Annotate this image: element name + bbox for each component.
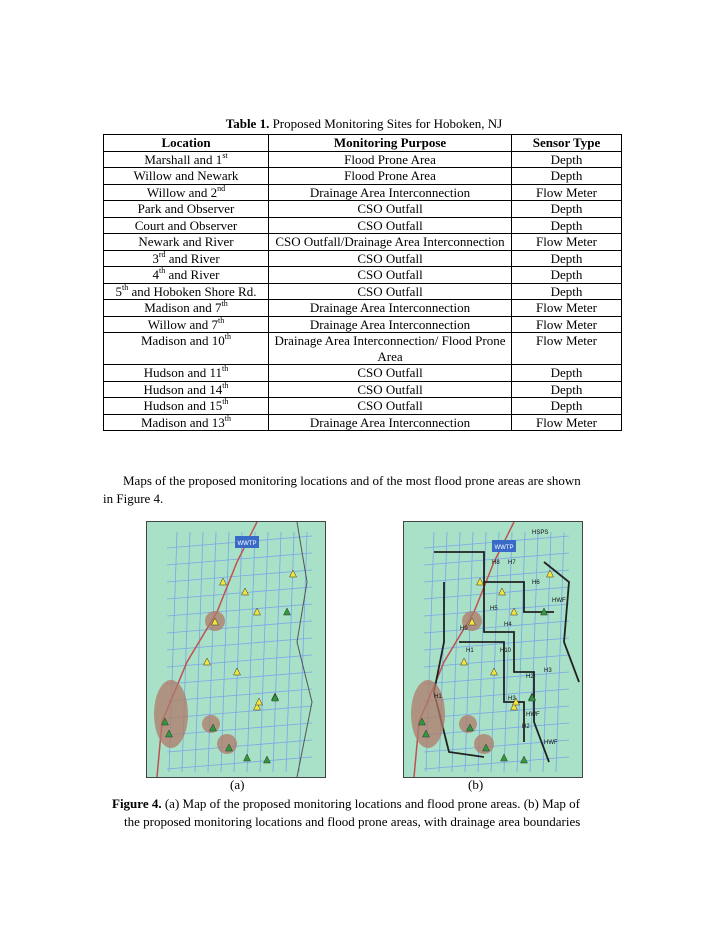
location-name: Hudson and 15 bbox=[143, 398, 223, 413]
drainage-label: H4 bbox=[504, 622, 512, 628]
cell-purpose: CSO Outfall bbox=[269, 365, 512, 382]
location-name: Marshall and 1 bbox=[144, 151, 223, 167]
cell-purpose: CSO Outfall bbox=[269, 217, 512, 234]
cell-sensor: Depth bbox=[512, 398, 622, 415]
location-name: Willow and 7 bbox=[147, 316, 218, 332]
cell-purpose: CSO Outfall bbox=[269, 283, 512, 300]
cell-sensor: Flow Meter bbox=[512, 234, 622, 251]
cell-purpose: Drainage Area Interconnection/ Flood Prone Area bbox=[269, 333, 512, 365]
table-row bbox=[104, 316, 622, 333]
cell-sensor: Flow Meter bbox=[512, 184, 622, 201]
location-ordinal-suffix: th bbox=[159, 266, 166, 275]
location-ordinal-suffix: th bbox=[224, 332, 231, 341]
location-ordinal-suffix: th bbox=[222, 364, 229, 373]
location-name: Willow and Newark bbox=[133, 168, 239, 183]
subfigure-label-a: (a) bbox=[230, 777, 245, 792]
body-paragraph bbox=[103, 472, 633, 508]
location-name: Willow and 2 bbox=[146, 184, 218, 200]
drainage-label: H8 bbox=[492, 560, 500, 566]
table-row bbox=[104, 283, 622, 300]
cell-location bbox=[104, 201, 269, 218]
map-a-wwtp-badge: WWTP bbox=[237, 541, 257, 547]
cell-location bbox=[104, 168, 269, 185]
table-row bbox=[104, 414, 622, 431]
cell-location bbox=[104, 381, 269, 398]
cell-location bbox=[104, 184, 269, 201]
table-row bbox=[104, 217, 622, 234]
monitoring-sites-table bbox=[103, 134, 622, 431]
location-name: Madison and 13 bbox=[140, 414, 225, 430]
location-ordinal: 4 bbox=[152, 267, 160, 282]
table-row bbox=[104, 234, 622, 251]
cell-sensor: Depth bbox=[512, 250, 622, 267]
cell-location bbox=[104, 398, 269, 415]
cell-sensor: Flow Meter bbox=[512, 300, 622, 317]
location-street: and River bbox=[165, 250, 220, 266]
cell-purpose: CSO Outfall bbox=[269, 267, 512, 284]
drainage-label: H3 bbox=[508, 696, 516, 702]
cell-location bbox=[104, 316, 269, 333]
cell-sensor: Depth bbox=[512, 217, 622, 234]
table-header-row bbox=[104, 135, 622, 152]
location-name: Park and Observer bbox=[137, 201, 235, 216]
cell-location bbox=[104, 300, 269, 317]
cell-location bbox=[104, 151, 269, 168]
figure-caption-line-2: the proposed monitoring locations and flood prone areas, with drainage area boundaries bbox=[124, 814, 581, 829]
cell-location bbox=[104, 283, 269, 300]
cell-location bbox=[104, 217, 269, 234]
figure-caption bbox=[112, 795, 652, 831]
cell-sensor: Flow Meter bbox=[512, 333, 622, 365]
location-ordinal-suffix: th bbox=[222, 397, 229, 406]
figure-caption-label: Figure 4. bbox=[112, 796, 162, 811]
location-name: Court and Observer bbox=[134, 217, 238, 233]
cell-location bbox=[104, 250, 269, 267]
drainage-label: H10 bbox=[500, 648, 512, 654]
drainage-label: HWF bbox=[526, 712, 540, 718]
location-ordinal-suffix: th bbox=[218, 315, 225, 325]
table-caption-label: Table 1. bbox=[225, 116, 270, 131]
cell-location bbox=[104, 414, 269, 431]
cell-sensor: Depth bbox=[512, 201, 622, 218]
cell-location bbox=[104, 365, 269, 382]
location-ordinal-suffix: th bbox=[222, 380, 229, 390]
cell-sensor: Depth bbox=[512, 168, 622, 185]
location-street: and Hoboken Shore Rd. bbox=[128, 283, 257, 299]
drainage-label: H1 bbox=[434, 694, 442, 700]
cell-purpose: Flood Prone Area bbox=[269, 168, 512, 185]
cell-purpose: Drainage Area Interconnection bbox=[269, 300, 512, 317]
location-ordinal-suffix: th bbox=[224, 413, 231, 423]
cell-sensor: Flow Meter bbox=[512, 414, 622, 431]
map-a-graphic bbox=[147, 522, 325, 777]
cell-purpose: CSO Outfall bbox=[269, 201, 512, 218]
header-sensor: Sensor Type bbox=[512, 135, 622, 152]
map-b-wwtp-badge: WWTP bbox=[494, 545, 514, 551]
drainage-label: H6 bbox=[532, 580, 540, 586]
location-ordinal-suffix: st bbox=[222, 150, 228, 160]
cell-purpose: CSO Outfall bbox=[269, 250, 512, 267]
drainage-label: H9 bbox=[460, 626, 468, 632]
paragraph-line-1: Maps of the proposed monitoring locations and of the most flood prone areas are shown bbox=[123, 473, 581, 488]
cell-purpose: Drainage Area Interconnection bbox=[269, 316, 512, 333]
header-location: Location bbox=[104, 135, 269, 152]
location-name: Hudson and 14 bbox=[143, 381, 223, 397]
header-purpose: Monitoring Purpose bbox=[269, 135, 512, 152]
location-name: Madison and 7 bbox=[144, 300, 222, 315]
drainage-label: H2 bbox=[522, 724, 530, 730]
location-ordinal: 5 bbox=[115, 283, 123, 299]
location-ordinal-suffix: th bbox=[221, 299, 228, 308]
figure-caption-line-1 bbox=[112, 795, 652, 813]
map-b bbox=[403, 521, 583, 778]
cell-location bbox=[104, 333, 269, 365]
cell-sensor: Depth bbox=[512, 267, 622, 284]
cell-purpose: Flood Prone Area bbox=[269, 151, 512, 168]
location-ordinal: 3 bbox=[152, 250, 159, 266]
drainage-label: H3 bbox=[544, 668, 552, 674]
drainage-label: HWF bbox=[544, 740, 558, 746]
cell-sensor: Depth bbox=[512, 365, 622, 382]
location-name: Hudson and 11 bbox=[143, 365, 222, 380]
location-ordinal-suffix: rd bbox=[158, 249, 166, 259]
cell-sensor: Depth bbox=[512, 283, 622, 300]
table-caption-text: Proposed Monitoring Sites for Hoboken, NJ bbox=[272, 116, 503, 131]
table-row bbox=[104, 168, 622, 185]
table-row bbox=[104, 300, 622, 317]
cell-purpose: Drainage Area Interconnection bbox=[269, 184, 512, 201]
location-ordinal-suffix: th bbox=[122, 282, 129, 292]
cell-purpose: CSO Outfall/Drainage Area Interconnection bbox=[269, 234, 512, 251]
table-row bbox=[104, 381, 622, 398]
cell-sensor: Flow Meter bbox=[512, 316, 622, 333]
table-row bbox=[104, 201, 622, 218]
drainage-label: H2 bbox=[526, 674, 534, 680]
map-a bbox=[146, 521, 326, 778]
location-ordinal-suffix: nd bbox=[217, 183, 226, 193]
location-name: Madison and 10 bbox=[140, 333, 225, 348]
map-b-graphic bbox=[404, 522, 582, 777]
drainage-label: H5 bbox=[490, 606, 498, 612]
location-name: Newark and River bbox=[138, 234, 234, 249]
table-row bbox=[104, 184, 622, 201]
drainage-label: HSPS bbox=[532, 530, 549, 536]
table-row bbox=[104, 151, 622, 168]
drainage-label: H1 bbox=[466, 648, 474, 654]
subfigure-label-b: (b) bbox=[468, 777, 484, 792]
table-row bbox=[104, 365, 622, 382]
table-row bbox=[104, 333, 622, 365]
location-street: and River bbox=[165, 267, 220, 282]
cell-sensor: Depth bbox=[512, 151, 622, 168]
cell-purpose: CSO Outfall bbox=[269, 398, 512, 415]
cell-sensor: Depth bbox=[512, 381, 622, 398]
cell-location bbox=[104, 267, 269, 284]
figure-caption-text-1: (a) Map of the proposed monitoring locations and flood prone areas. (b) Map of bbox=[164, 796, 581, 811]
paragraph-line-2: in Figure 4. bbox=[103, 491, 164, 506]
cell-purpose: Drainage Area Interconnection bbox=[269, 414, 512, 431]
cell-location bbox=[104, 234, 269, 251]
table-caption bbox=[0, 116, 728, 132]
table-row bbox=[104, 398, 622, 415]
drainage-label: H7 bbox=[508, 560, 516, 566]
drainage-label: HWF bbox=[552, 598, 566, 604]
cell-purpose: CSO Outfall bbox=[269, 381, 512, 398]
table-row bbox=[104, 267, 622, 284]
table-row bbox=[104, 250, 622, 267]
